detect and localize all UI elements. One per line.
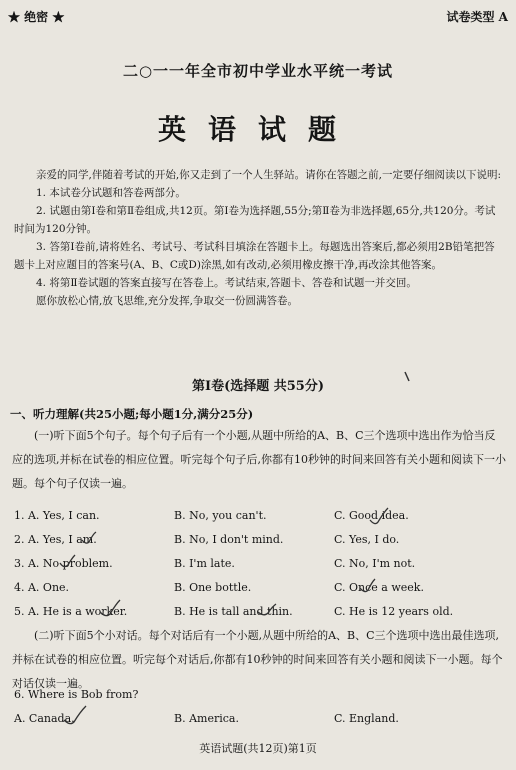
instructions-closing: 愿你放松心情,放飞思维,充分发挥,争取交一份圆满答卷。 (36, 295, 299, 307)
option-c: C. Once a week. (334, 581, 424, 594)
option-b: B. One bottle. (174, 581, 252, 594)
option-a: 1. A. Yes, I can. (14, 509, 100, 522)
instruction-item: 3. 答第Ⅰ卷前,请将姓名、考试号、考试科目填涂在答题卡上。每题选出答案后,都必须用2B铅笔把答题卡上对应题目的答案号(A、B、C或D)涂黑,如有改动,必须用橡皮擦干净,再改涂其他答案。 (14, 241, 495, 271)
part1-sub1-instructions: (一)听下面5个句子。每个句子后有一个小题,从题中所给的A、B、C三个选项中选出作为恰当反应的选项,并标在试卷的相应位置。听完每个句子后,你都有10秒钟的时间来回答有关小题和阅读下一小题。每个句子仅读一遍。 (12, 429, 506, 490)
option-a: 5. A. He is a worker. (14, 605, 128, 618)
pencil-checkmark-2 (82, 532, 96, 543)
option-b: B. America. (174, 712, 239, 725)
option-b: B. He is tall and thin. (174, 605, 293, 618)
pencil-checkmark-1 (370, 508, 388, 524)
instruction-item: 2. 试题由第Ⅰ卷和第Ⅱ卷组成,共12页。第Ⅰ卷为选择题,55分;第Ⅱ卷为非选择题,65分,共120分。考试时间为120分钟。 (14, 205, 496, 235)
secret-label: ★ 绝密 ★ (8, 10, 65, 24)
instructions-intro: 亲爱的同学,伴随着考试的开始,你又走到了一个人生驿站。请你在答题之前,一定要仔细阅读以下说明: (36, 169, 502, 181)
instruction-item: 1. 本试卷分试题和答卷两部分。 (36, 187, 186, 199)
pencil-checkmark-6 (258, 604, 276, 615)
instruction-item: 4. 将第Ⅱ卷试题的答案直接写在答卷上。考试结束,答题卡、答卷和试题一并交回。 (36, 277, 417, 289)
option-a: A. Canada. (14, 712, 75, 725)
part1-sub2-instructions: (二)听下面5个小对话。每个对话后有一个小题,从题中所给的A、B、C三个选项中选出最佳选项,并标在试卷的相应位置。听完每个对话后,你都有10秒钟的时间来回答有关小题和阅读下一小题。每个对话仅读一遍。 (12, 629, 503, 690)
pencil-checkmark-3 (60, 555, 75, 567)
option-a: 2. A. Yes, I am. (14, 533, 97, 546)
option-c: C. Yes, I do. (334, 533, 400, 546)
pencil-checkmark-4 (360, 579, 375, 592)
option-c: C. England. (334, 712, 399, 725)
pencil-checkmark-5 (100, 600, 120, 616)
subject-title: 英语试题 (157, 113, 358, 146)
section-title: 第Ⅰ卷(选择题 共55分) (192, 379, 324, 394)
option-b: B. No, you can't. (174, 509, 267, 522)
option-c: C. Good idea. (334, 509, 409, 522)
question-6-stem: 6. Where is Bob from? (14, 688, 139, 701)
paper-type-label: 试卷类型 A (446, 10, 508, 24)
option-c: C. He is 12 years old. (334, 605, 454, 618)
option-a: 4. A. One. (14, 581, 70, 594)
option-b: B. I'm late. (174, 557, 235, 570)
option-b: B. No, I don't mind. (174, 533, 284, 546)
pencil-checkmark-7 (64, 706, 86, 724)
page-footer: 英语试题(共12页)第1页 (199, 742, 317, 755)
part1-heading: 一、听力理解(共25小题;每小题1分,满分25分) (10, 407, 254, 421)
exam-title: 二○一一年全市初中学业水平统一考试 (122, 62, 394, 80)
option-a: 3. A. No problem. (14, 557, 113, 570)
pencil-dash (405, 372, 409, 381)
option-c: C. No, I'm not. (334, 557, 416, 570)
